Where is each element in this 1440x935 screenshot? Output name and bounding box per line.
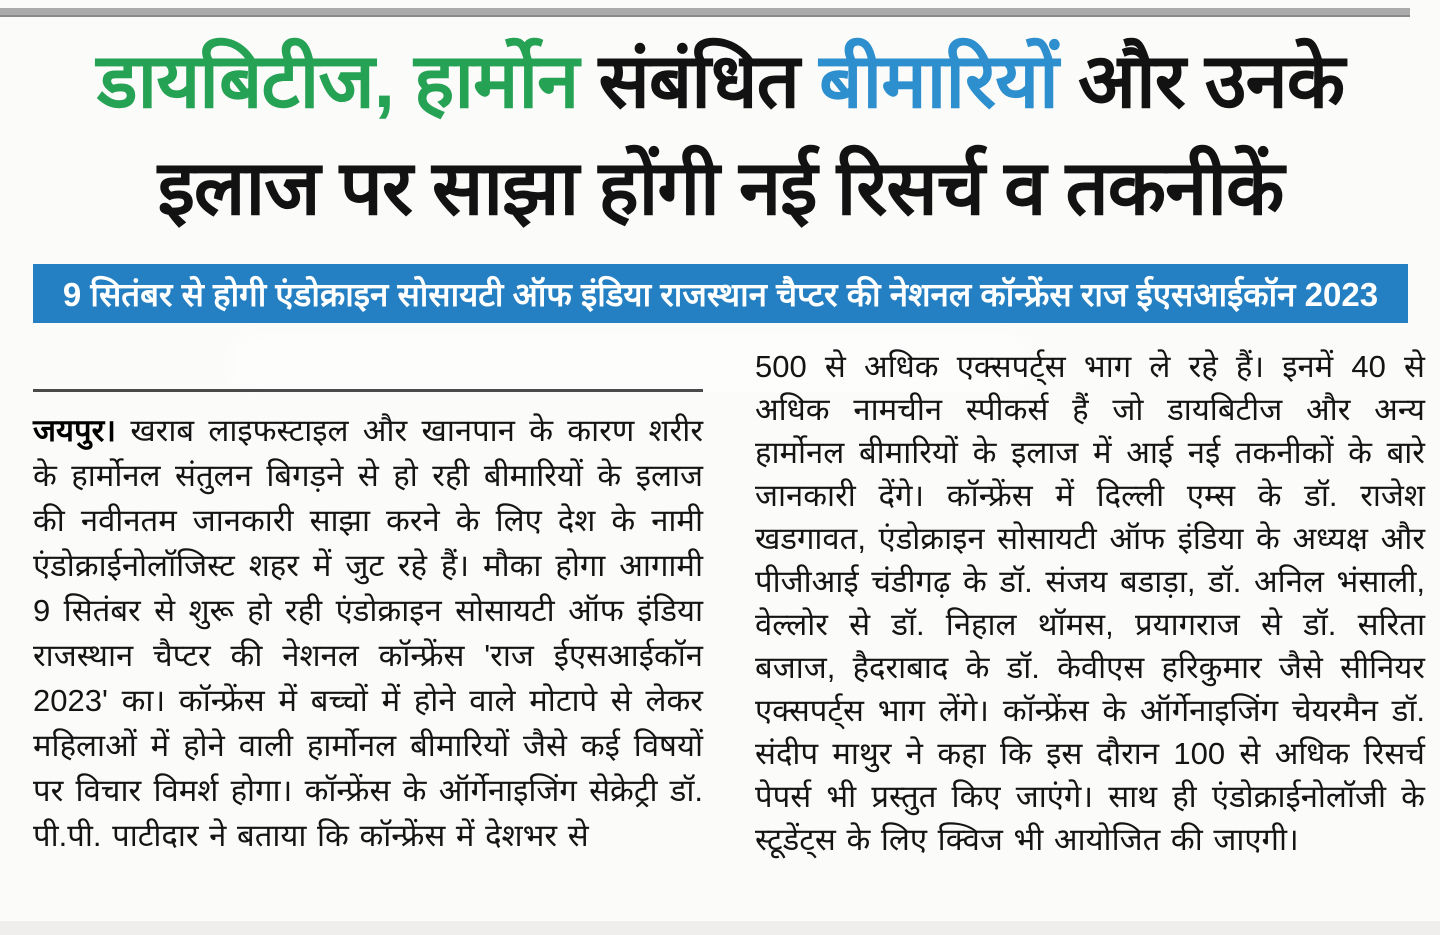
- headline-segment-black-2: और उनके: [1077, 39, 1345, 124]
- subheadline-text: 9 सितंबर से होगी एंडोक्राइन सोसायटी ऑफ इंडिया राजस्थान चैप्टर की नेशनल कॉन्फ्रेंस राज ईएसआईकॉन 2023: [62, 276, 1379, 313]
- dateline: जयपुर।: [33, 413, 117, 448]
- headline-segment-blue: बीमारियों: [819, 39, 1058, 124]
- headline-segment-black-1: संबंधित: [598, 39, 799, 124]
- left-column-rule: [33, 389, 703, 392]
- top-divider-rule: [0, 8, 1410, 17]
- right-column-paragraph: 500 से अधिक एक्सपर्ट्स भाग ले रहे हैं। इनमें 40 से अधिक नामचीन स्पीकर्स हैं जो डायबिटीज और अन्य हार्मोनल बीमारियों के इलाज में आई नई तकनीकों के बारे जानकारी देंगे। कॉन्फ्रेंस में दिल्ली एम्स के डॉ. राजेश खडगावत, एंडोक्राइन सोसायटी ऑफ इंडिया के अध्यक्ष और पीजीआई चंडीगढ़ के डॉ. संजय बडाड़ा, डॉ. अनिल भंसाली, वेल्लोर से डॉ. निहाल थॉमस, प्रयागराज से डॉ. सरिता बजाज, हैदराबाद के डॉ. केवीएस हरिकुमार जैसे सीनियर एक्सपर्ट्स भाग लेंगे। कॉन्फ्रेंस के ऑर्गेनाइजिंग चेयरमैन डॉ. संदीप माथुर ने कहा कि इस दौरान 100 से अधिक रिसर्च पेपर्स भी प्रस्तुत किए जाएंगे। साथ ही एंडोक्राईनोलॉजी के स्टूडेंट्स के लिए क्विज भी आयोजित की जाएगी।: [755, 349, 1425, 857]
- subheadline-bar: [33, 264, 1408, 323]
- headline-segment-green: डायबिटीज, हार्मोन: [96, 39, 579, 124]
- scan-bottom-edge: [0, 921, 1440, 935]
- left-column: [33, 345, 703, 861]
- right-column: [755, 345, 1425, 861]
- headline-line-2: इलाज पर साझा होंगी नई रिसर्च व तकनीकें: [157, 146, 1284, 231]
- headline-line-1: [33, 28, 1408, 135]
- article-body: [33, 345, 1425, 861]
- left-column-text: खराब लाइफस्टाइल और खानपान के कारण शरीर के हार्मोनल संतुलन बिगड़ने से हो रही बीमारियों के इलाज की नवीनतम जानकारी साझा करने के लिए देश के नामी एंडोक्राईनोलॉजिस्ट शहर में जुट रहे हैं। मौका होगा आगामी 9 सितंबर से शुरू हो रही एंडोक्राइन सोसायटी ऑफ इंडिया राजस्थान चैप्टर की नेशनल कॉन्फ्रेंस 'राज ईएसआईकॉन 2023' का। कॉन्फ्रेंस में बच्चों में होने वाले मोटापे से लेकर महिलाओं में होने वाली हार्मोनल बीमारियों जैसे कई विषयों पर विचार विमर्श होगा। कॉन्फ्रेंस के ऑर्गेनाइजिंग सेक्रेट्री डॉ. पी.पी. पाटीदार ने बताया कि कॉन्फ्रेंस में देशभर से: [33, 413, 703, 853]
- headline: [33, 28, 1408, 242]
- left-column-paragraph: [33, 408, 703, 858]
